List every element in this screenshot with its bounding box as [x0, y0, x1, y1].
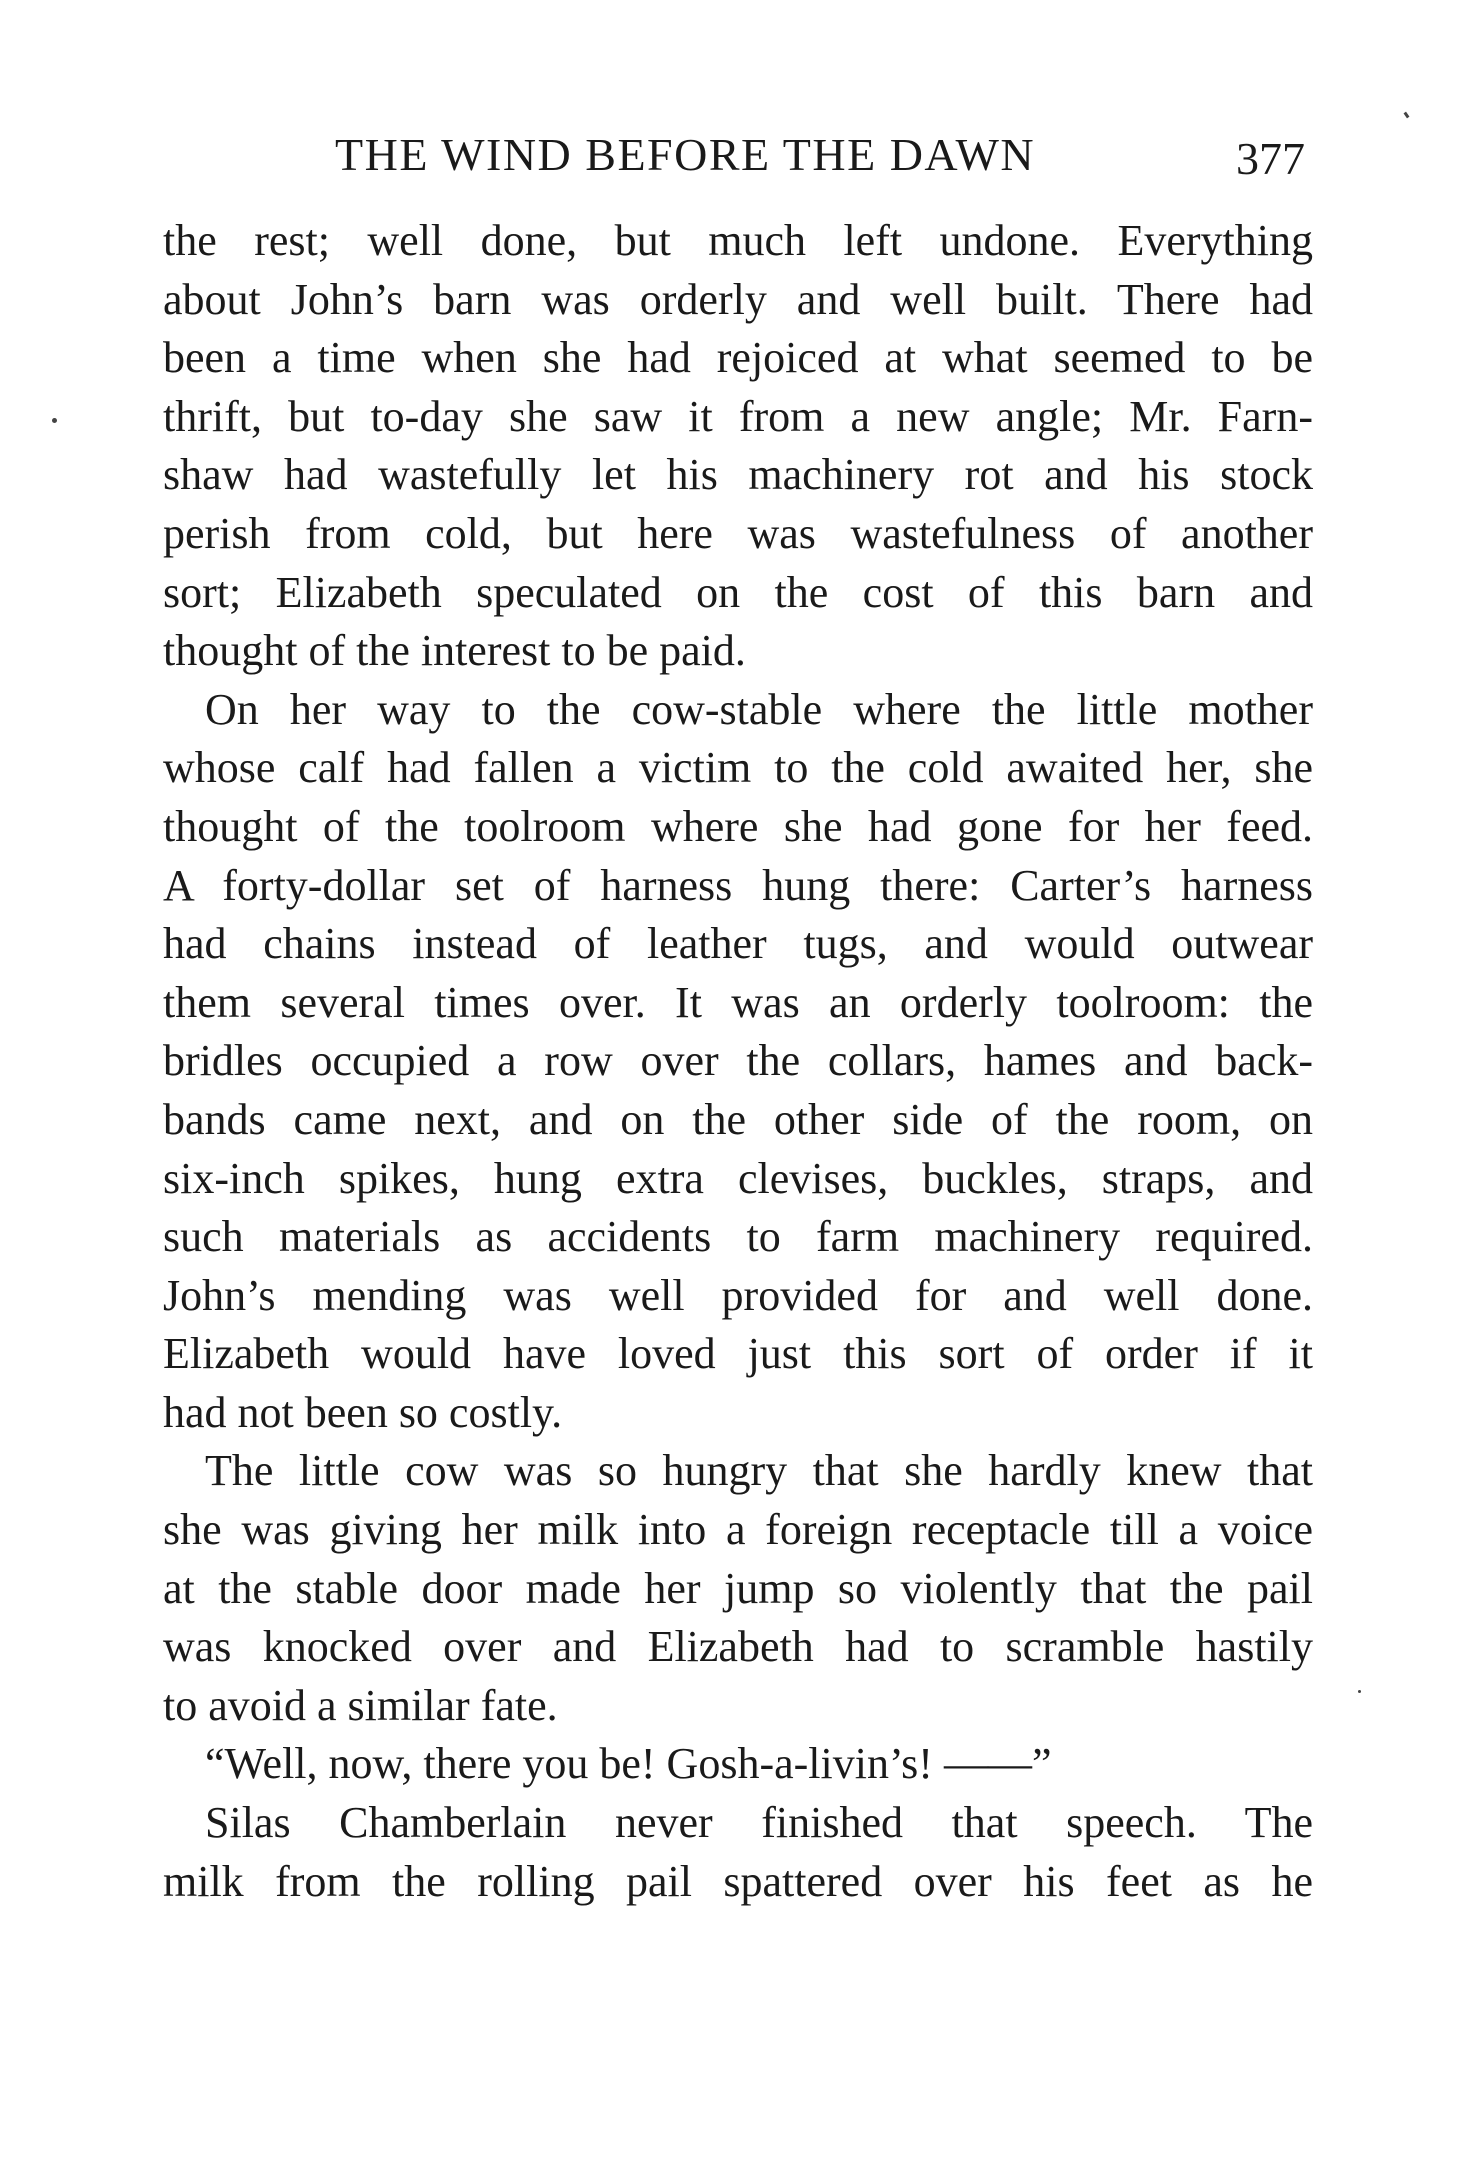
- text-line: such materials as accidents to farm machinery required.: [163, 1212, 1313, 1262]
- text-line: had not been so costly.: [163, 1387, 563, 1437]
- text-line: whose calf had fallen a victim to the cold awaited her, she: [163, 743, 1313, 793]
- body-text: [163, 212, 1313, 1911]
- text-line: bridles occupied a row over the collars, hames and back-: [163, 1036, 1313, 1086]
- text-line: thought of the toolroom where she had gone for her feed.: [163, 801, 1313, 851]
- scan-speck: [52, 418, 57, 423]
- paragraph-start-line: On her way to the cow-stable where the little mother: [205, 684, 1313, 734]
- text-line: Elizabeth would have loved just this sort of order if it: [163, 1329, 1313, 1379]
- scan-speck: [1404, 112, 1410, 119]
- text-line: thought of the interest to be paid.: [163, 626, 746, 676]
- text-line: at the stable door made her jump so violently that the pail: [163, 1563, 1313, 1613]
- text-line: perish from cold, but here was wastefulness of another: [163, 508, 1313, 558]
- running-title: THE WIND BEFORE THE DAWN: [335, 129, 1036, 180]
- text-line: thrift, but to-day she saw it from a new angle; Mr. Farn-: [163, 391, 1313, 441]
- text-line: she was giving her milk into a foreign receptacle till a voice: [163, 1505, 1313, 1555]
- paragraph-start-line: The little cow was so hungry that she hardly knew that: [205, 1446, 1313, 1496]
- text-line: sort; Elizabeth speculated on the cost of this barn and: [163, 567, 1313, 617]
- text-line: was knocked over and Elizabeth had to scramble hastily: [163, 1622, 1313, 1672]
- paragraph-start-line: “Well, now, there you be! Gosh-a-livin’s! ——”: [205, 1739, 1052, 1789]
- text-line: bands came next, and on the other side of the room, on: [163, 1094, 1313, 1144]
- text-line: been a time when she had rejoiced at what seemed to be: [163, 333, 1313, 383]
- text-line: about John’s barn was orderly and well built. There had: [163, 274, 1313, 324]
- running-head: [165, 128, 1315, 188]
- text-line: John’s mending was well provided for and well done.: [163, 1270, 1313, 1320]
- page-number: 377: [1236, 133, 1305, 184]
- text-line: to avoid a similar fate.: [163, 1680, 558, 1730]
- text-line: milk from the rolling pail spattered over his feet as he: [163, 1856, 1313, 1906]
- text-line: six-inch spikes, hung extra clevises, buckles, straps, and: [163, 1153, 1313, 1203]
- text-line: them several times over. It was an orderly toolroom: the: [163, 977, 1313, 1027]
- text-line: shaw had wastefully let his machinery rot and his stock: [163, 450, 1313, 500]
- text-line: had chains instead of leather tugs, and would outwear: [163, 919, 1313, 969]
- paragraph-start-line: Silas Chamberlain never finished that speech. The: [205, 1798, 1313, 1848]
- text-line: A forty-dollar set of harness hung there: Carter’s harness: [163, 860, 1313, 910]
- text-line: the rest; well done, but much left undone. Everything: [163, 216, 1313, 265]
- scan-speck: [1358, 1690, 1361, 1693]
